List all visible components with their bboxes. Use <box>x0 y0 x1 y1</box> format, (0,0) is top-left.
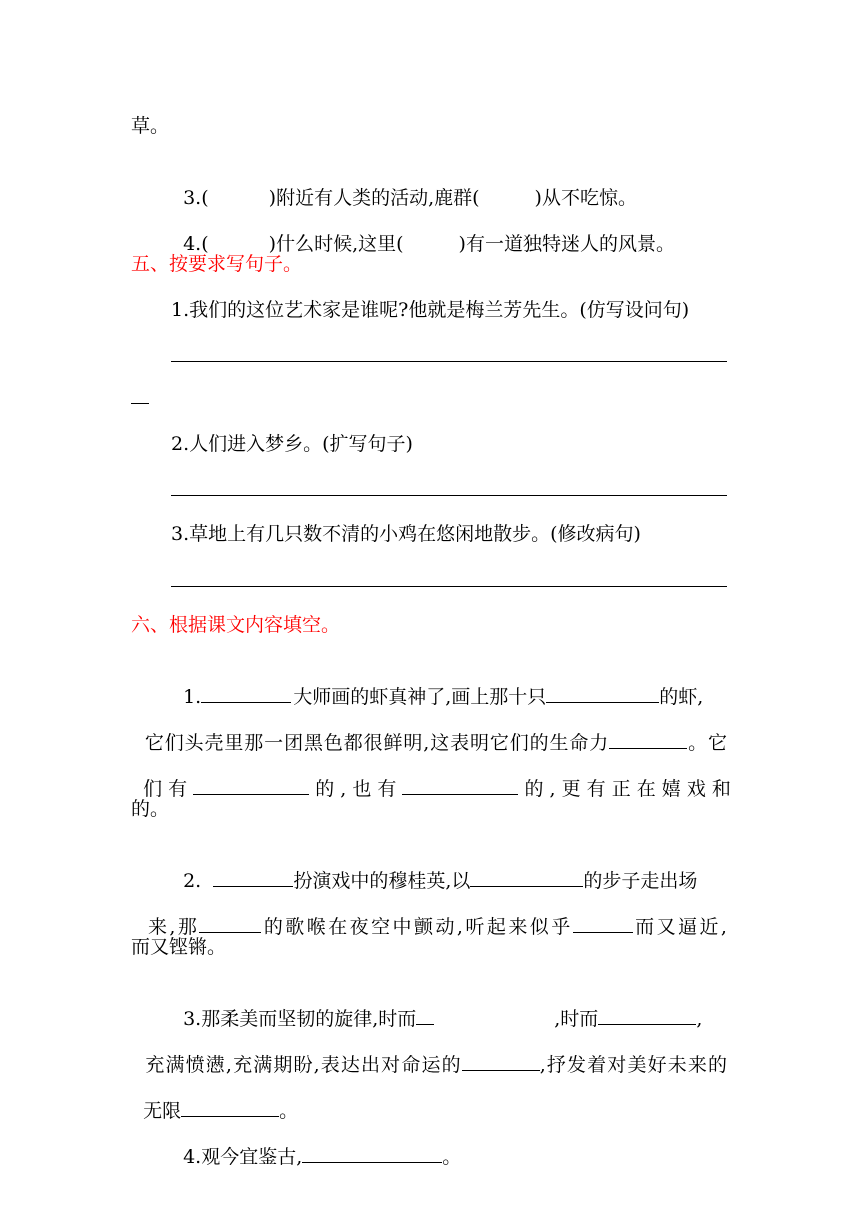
item-text: 。它 <box>687 732 727 754</box>
q3-line-3 <box>131 1072 298 1124</box>
continued-text: 草。 <box>131 115 170 137</box>
item-text: 充满愤懑,充满期盼,表达出对命运的 <box>145 1054 462 1076</box>
item-text: 扮演戏中的穆桂英,以 <box>293 870 471 892</box>
fill-blank[interactable] <box>598 1006 696 1025</box>
paren-open: ( <box>201 233 209 255</box>
answer-line-overflow <box>131 403 149 404</box>
q1-line-1 <box>171 658 703 710</box>
q2-line-1 <box>171 842 697 894</box>
section5-item-1: 1.我们的这位艺术家是谁呢?他就是梅兰芳先生。(仿写设问句) <box>171 299 690 321</box>
q1-line-3 <box>131 750 731 802</box>
q1-line-2 <box>131 704 727 756</box>
item-text: 3.那柔美而坚韧的旋律,时而 <box>183 1008 417 1030</box>
fill-blank[interactable] <box>213 868 293 887</box>
item-text: 4.观今宜鉴古, <box>183 1146 303 1168</box>
q2-line-3: 而又铿锵。 <box>131 936 227 958</box>
fill-blank[interactable] <box>416 1006 434 1025</box>
fill-blank[interactable] <box>193 776 309 795</box>
item-number: 2. <box>183 870 202 892</box>
item-text: )附近有人类的活动,鹿群( <box>268 187 480 209</box>
item-text: 的步子走出场 <box>583 870 698 892</box>
item-text: 的 , 也 有 <box>315 778 397 800</box>
fill-blank[interactable] <box>199 914 261 933</box>
item-text: 它们头壳里那一团黑色都很鲜明,这表明它们的生命力 <box>144 732 610 754</box>
item-text: 的 , 更 有 正 在 嬉 戏 和 <box>524 778 731 800</box>
item-text: 的歌喉在夜空中颤动,听起来似乎 <box>261 916 573 938</box>
q2-line-2 <box>131 888 727 940</box>
fill-blank[interactable] <box>201 684 291 703</box>
fill-blank[interactable] <box>470 868 583 887</box>
item-text: )什么时候,这里( <box>268 233 404 255</box>
section5-heading: 五、按要求写句子。 <box>131 253 303 275</box>
item-text: 无限 <box>143 1100 182 1122</box>
fill-item-3 <box>171 159 637 211</box>
fill-blank[interactable] <box>462 1052 540 1071</box>
item-text: 的虾, <box>659 686 704 708</box>
paren-open: ( <box>201 187 209 209</box>
item-text: 而又逼近, <box>632 916 727 938</box>
fill-blank[interactable] <box>609 730 687 749</box>
q1-line-4: 的。 <box>131 798 170 820</box>
item-text: )有一道独特迷人的风景。 <box>458 233 675 255</box>
item-text: ,时而 <box>554 1008 599 1030</box>
fill-blank[interactable] <box>573 914 633 933</box>
item-number: 4. <box>183 233 202 255</box>
answer-line[interactable] <box>171 495 727 496</box>
q3-line-1 <box>171 980 702 1032</box>
item-number: 1. <box>183 686 202 708</box>
section6-heading: 六、根据课文内容填空。 <box>131 614 341 636</box>
item-text: 大师画的虾真神了,画上那十只 <box>293 686 547 708</box>
fill-blank[interactable] <box>302 1144 442 1163</box>
item-number: 3. <box>183 187 202 209</box>
q3-line-2 <box>131 1026 727 1078</box>
fill-blank[interactable] <box>402 776 518 795</box>
section5-item-2: 2.人们进入梦乡。(扩写句子) <box>171 433 413 455</box>
answer-line[interactable] <box>171 361 727 362</box>
q4-line <box>171 1118 461 1170</box>
answer-line[interactable] <box>171 586 727 587</box>
fill-blank[interactable] <box>546 684 659 703</box>
item-text: , <box>696 1008 703 1030</box>
section5-item-3: 3.草地上有几只数不清的小鸡在悠闲地散步。(修改病句) <box>171 523 641 545</box>
item-text: 。 <box>442 1146 462 1168</box>
fill-blank[interactable] <box>181 1098 279 1117</box>
item-text: )从不吃惊。 <box>534 187 637 209</box>
item-text: 。 <box>279 1100 299 1122</box>
item-text: 们 有 <box>143 778 188 800</box>
fill-item-4 <box>171 205 675 257</box>
item-text: 来,那 <box>147 916 200 938</box>
item-text: ,抒发着对美好未来的 <box>539 1054 727 1076</box>
